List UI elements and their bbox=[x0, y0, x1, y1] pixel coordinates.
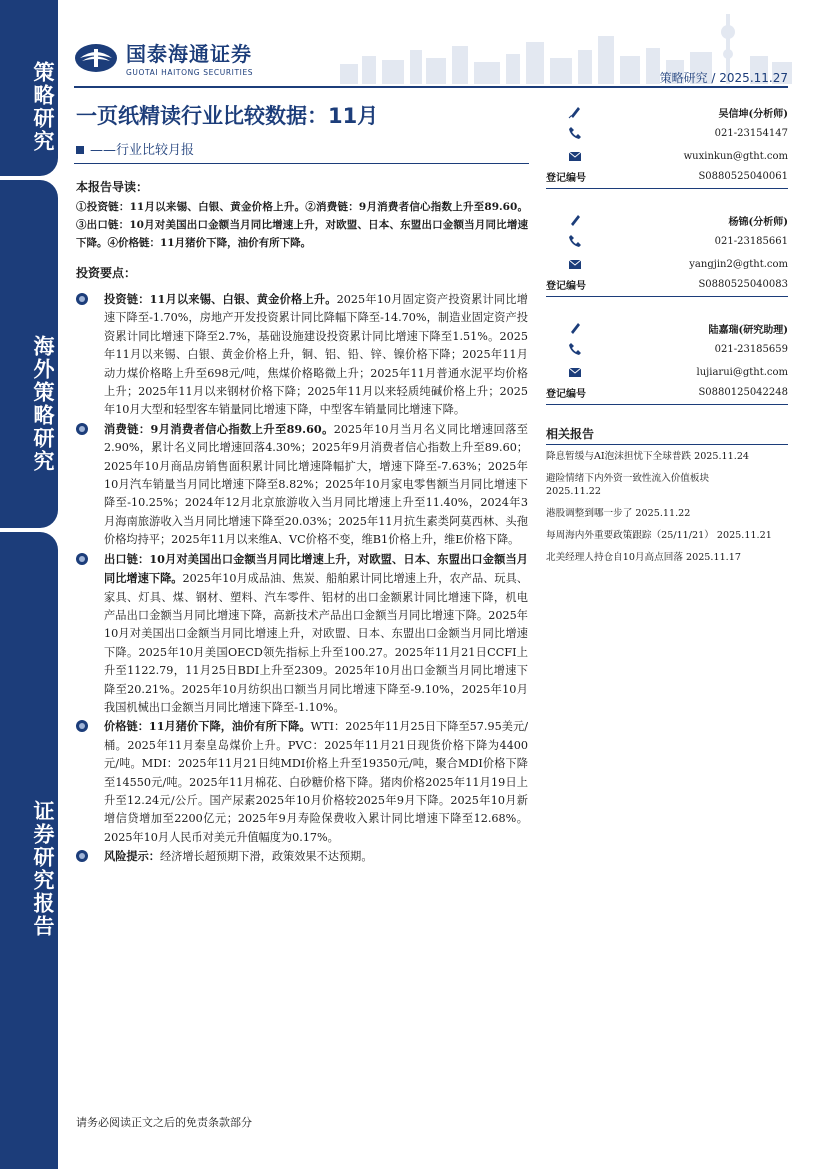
related-item[interactable]: 避险情绪下内外资一致性流入价值板块 2025.11.22 bbox=[546, 473, 710, 497]
side-tab-strategy: 策略研究 bbox=[0, 0, 58, 176]
side-tab-report: 证券研究报告 bbox=[0, 532, 58, 1169]
reg-label: 登记编号 bbox=[546, 172, 586, 184]
pen-icon bbox=[568, 321, 582, 335]
guide-heading: 本报告导读： bbox=[76, 180, 149, 194]
mail-icon bbox=[568, 365, 582, 379]
related-item[interactable]: 每周海内外重要政策跟踪（25/11/21） 2025.11.21 bbox=[546, 530, 772, 541]
analyst-name: 陆嘉瑞(研究助理) bbox=[708, 324, 788, 336]
analyst-email[interactable]: lujiarui@gtht.com bbox=[696, 366, 788, 378]
analyst-phone: 021-23185661 bbox=[714, 235, 788, 247]
key-point-export: 出口链：10月对美国出口金额当月同比增速上升，对欧盟、日本、东盟出口金额当月同比增速下降。2025年10月成品油、焦炭、船舶累计同比增速上升，农产品、玩具、家具、灯具、煤、钢材、塑料、汽车零件、铝材的出口金额累计同比增速下降，机电产品出口金额当月同比增速下降，高新技术产品出口金额当月同比增速下降。2025年10月对美国出口金额当月同比增速上升，对欧盟、日本、东盟出口金额当月同比增速下降。2025年10月美国OECD领先指标上升至100.27。2025年11月21日CCFI上升至1122.79，11月25日BDI上升至2309。2025年10月出口金额当月同比增速下降至20.21%。2025年10月纺织出口额当月同比增速下降至-9.10%，2025年10月我国机械出口金额当月同比增速下降至-1.10%。 bbox=[76, 550, 528, 718]
bullet-icon bbox=[76, 720, 88, 732]
pen-icon bbox=[568, 105, 582, 119]
key-point-price: 价格链：11月猪价下降，油价有所下降。WTI：2025年11月25日下降至57.95美元/桶。2025年11月秦皇岛煤价上升。PVC：2025年11月21日现货价格下降为4400元/吨。MDI：2025年11月21日纯MDI价格上升至19350元/吨，聚合MDI价格下降至14550元/吨。2025年11月棉花、白砂糖价格下降。猪肉价格2025年11月19日上升至12.24元/公斤。国产尿素2025年10月价格较2025年9月下降。2025年10月新增信贷增加至2200亿元；2025年9月寿险保费收入累计同比增速下降至12.68%。2025年10月人民币对美元升值幅度为0.17%。 bbox=[76, 717, 528, 847]
analyst-divider bbox=[546, 188, 788, 189]
analyst-card bbox=[546, 316, 788, 400]
analyst-card bbox=[546, 208, 788, 292]
mail-icon bbox=[568, 257, 582, 271]
analyst-card bbox=[546, 100, 788, 184]
analyst-phone: 021-23185659 bbox=[714, 343, 788, 355]
analyst-email[interactable]: wuxinkun@gtht.com bbox=[683, 150, 788, 162]
reg-label: 登记编号 bbox=[546, 388, 586, 400]
phone-icon bbox=[568, 126, 582, 140]
analyst-phone: 021-23154147 bbox=[714, 127, 788, 139]
analyst-email[interactable]: yangjin2@gtht.com bbox=[689, 258, 788, 270]
related-divider bbox=[546, 444, 788, 445]
bullet-icon bbox=[76, 423, 88, 435]
guide-text: ①投资链：11月以来锡、白银、黄金价格上升。②消费链：9月消费者信心指数上升至89.60。③出口链：10月对美国出口金额当月同比增速上升，对欧盟、日本、东盟出口金额当月同比增速下降。④价格链：11月猪价下降，油价有所下降。 bbox=[76, 201, 528, 249]
header-divider bbox=[74, 86, 788, 88]
key-points-list bbox=[76, 290, 528, 867]
related-item[interactable]: 降息暂缓与AI泡沫担忧下全球普跌 2025.11.24 bbox=[546, 451, 750, 462]
analyst-reg-no: S0880125042248 bbox=[698, 386, 788, 398]
footer-disclaimer: 请务必阅读正文之后的免责条款部分 bbox=[76, 1116, 252, 1129]
square-bullet-icon bbox=[76, 146, 84, 154]
bullet-icon bbox=[76, 293, 88, 305]
analyst-divider bbox=[546, 296, 788, 297]
analyst-reg-no: S0880525040083 bbox=[698, 278, 788, 290]
analyst-name: 吴信坤(分析师) bbox=[718, 108, 788, 120]
key-point-risk: 风险提示：经济增长超预期下滑，政策效果不达预期。 bbox=[76, 847, 528, 866]
bullet-icon bbox=[76, 553, 88, 565]
related-list bbox=[546, 450, 788, 573]
pen-icon bbox=[568, 213, 582, 227]
phone-icon bbox=[568, 234, 582, 248]
bullet-icon bbox=[76, 850, 88, 862]
report-subtitle: ——行业比较月报 bbox=[76, 139, 194, 158]
company-name-en: GUOTAI HAITONG SECURITIES bbox=[126, 68, 254, 77]
report-title: 一页纸精读行业比较数据：11月 bbox=[76, 104, 379, 128]
company-name-cn: 国泰海通证券 bbox=[126, 42, 252, 66]
key-points-heading: 投资要点： bbox=[76, 266, 137, 280]
reg-label: 登记编号 bbox=[546, 280, 586, 292]
analyst-divider bbox=[546, 404, 788, 405]
phone-icon bbox=[568, 342, 582, 356]
title-divider bbox=[74, 163, 529, 164]
mail-icon bbox=[568, 149, 582, 163]
logo-mark-icon bbox=[74, 43, 118, 73]
key-point-investment: 投资链：11月以来锡、白银、黄金价格上升。2025年10月固定资产投资累计同比增速下降至-1.70%，房地产开发投资累计同比降幅下降至-14.70%，制造业固定资产投资累计同比增速下降至2.7%，基础设施建设投资累计同比增速下降至1.51%。2025年11月以来锡、白银、黄金价格上升，铜、铝、铅、锌、镍价格下降；2025年11月动力煤价格略上升至698元/吨，焦煤价格略微上升；2025年11月普通水泥平均价格上升；2025年11月以来钢材价格下降；2025年11月以来轻质纯碱价格上升；2025年10月大型和轻型客车销量同比增速下降，中型客车销量同比增速下降。 bbox=[76, 290, 528, 420]
analyst-reg-no: S0880525040061 bbox=[698, 170, 788, 182]
related-item[interactable]: 北美经理人持仓自10月高点回落 2025.11.17 bbox=[546, 552, 741, 563]
header-category-date: 策略研究 / 2025.11.27 bbox=[659, 71, 788, 85]
company-logo bbox=[74, 38, 253, 77]
related-item[interactable]: 港股调整到哪一步了 2025.11.22 bbox=[546, 508, 691, 519]
analyst-name: 杨锦(分析师) bbox=[728, 216, 788, 228]
side-tab-overseas: 海外策略研究 bbox=[0, 180, 58, 528]
key-point-consumption: 消费链：9月消费者信心指数上升至89.60。2025年10月当月名义同比增速回落至2.90%，累计名义同比增速回落4.30%；2025年9月消费者信心指数上升至89.60；2025年10月商品房销售面积累计同比增速降幅扩大，增速下降至-7.63%；2025年10月汽车销量当月同比增速下降至8.82%；2025年10月家电零售额当月同比增速下降至-10.25%；2024年12月北京旅游收入当月同比增速上升至11.40%，2024年3月海南旅游收入当月同比增速下降至20.03%；2025年11月抗生素类阿莫西林、头孢价格均持平；2025年11月以来维A、VC价格不变，维B1价格上升，维E价格下降。 bbox=[76, 420, 528, 550]
related-heading: 相关报告 bbox=[546, 427, 595, 441]
